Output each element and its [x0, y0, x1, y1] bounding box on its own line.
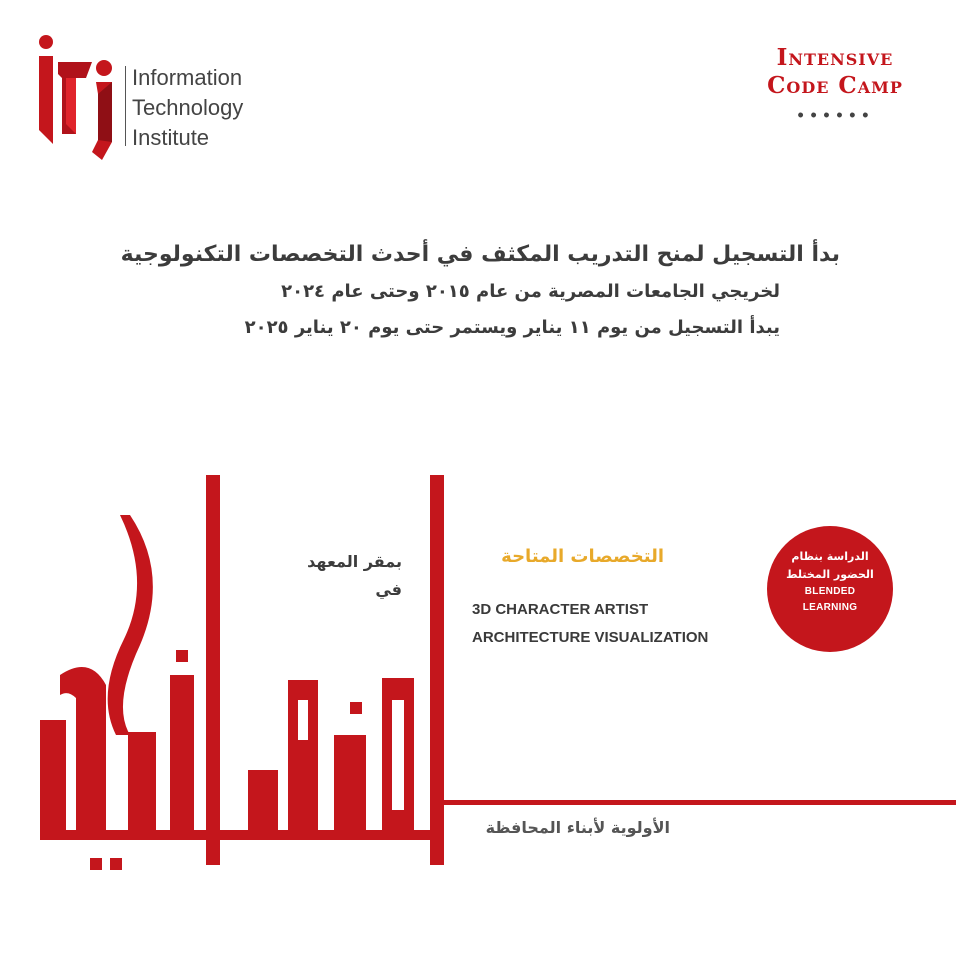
specializations-list: [472, 596, 772, 652]
code-camp-title: [740, 44, 930, 124]
camp-line-2: Code Camp: [767, 72, 903, 99]
blended-learning-badge: [767, 526, 893, 652]
announcement-line-1: بدأ التسجيل لمنح التدريب المكثف في أحدث التخصصات التكنولوجية: [120, 242, 840, 267]
priority-note: الأولوية لأبناء المحافظة: [485, 818, 670, 837]
logo-line-2: Technology: [132, 95, 244, 120]
location-line-1: بمقر المعهد: [307, 552, 402, 571]
camp-dots: ••••••: [796, 108, 874, 124]
logo-wordmark: [132, 63, 302, 153]
specializations-title: التخصصات المتاحة: [501, 546, 664, 567]
announcement-line-2: لخريجي الجامعات المصرية من عام ٢٠١٥ وحتى عام ٢٠٢٤: [281, 281, 780, 302]
location-line-2: في: [375, 580, 402, 599]
smart-village-calligraphy: [30, 470, 470, 890]
specialization-item: 3D CHARACTER ARTIST: [472, 601, 649, 618]
logo-line-1: Information: [132, 65, 243, 90]
badge-line-4: LEARNING: [802, 602, 858, 613]
logo-line-3: Institute: [132, 125, 210, 150]
logo-divider: [125, 66, 126, 146]
divider-line: [440, 800, 956, 805]
camp-line-1: Intensive: [776, 44, 894, 71]
announcement: [60, 236, 840, 346]
badge-line-1: الدراسة بنظام: [791, 550, 869, 563]
announcement-line-3: يبدأ التسجيل من يوم ١١ يناير ويستمر حتى يوم ٢٠ يناير ٢٠٢٥: [244, 317, 780, 338]
location-text: [232, 548, 402, 604]
iti-logo-icon: [36, 34, 120, 162]
badge-line-2: الحضور المختلط: [786, 568, 874, 581]
badge-line-3: BLENDED: [804, 586, 856, 597]
specialization-item: ARCHITECTURE VISUALIZATION: [472, 629, 709, 646]
